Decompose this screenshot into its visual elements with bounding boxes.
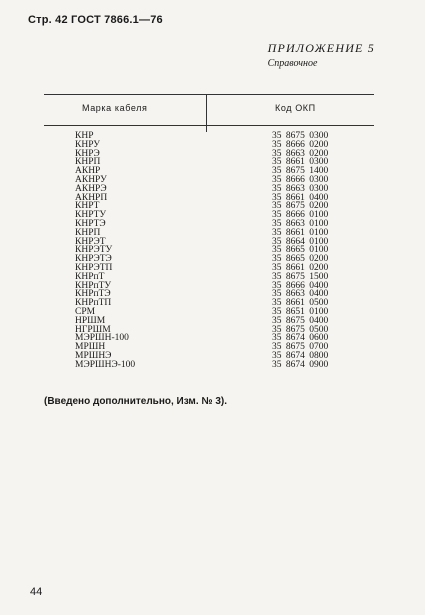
okp-code: 35 8675 0400 <box>272 315 329 326</box>
okp-code: 35 8675 1400 <box>272 166 329 177</box>
okp-code: 35 8661 0300 <box>272 157 329 168</box>
table-row <box>0 308 425 317</box>
cable-mark: КНРТЭ <box>75 218 106 229</box>
okp-code: 35 8663 0100 <box>272 218 329 229</box>
okp-code: 35 8674 0900 <box>272 359 329 370</box>
cable-mark: НГРШМ <box>75 324 111 335</box>
cable-mark: МЭРШНЭ-100 <box>75 359 136 370</box>
cable-mark: КНРП <box>75 157 101 168</box>
cable-mark: КНРпТП <box>75 298 112 309</box>
cable-mark: КНРпТЭ <box>75 289 111 300</box>
appendix-title: ПРИЛОЖЕНИЕ 5 <box>267 41 375 55</box>
okp-code: 35 8661 0200 <box>272 262 329 273</box>
table-row <box>0 176 425 185</box>
cable-mark: КНРУ <box>75 139 100 150</box>
table-row <box>0 229 425 238</box>
table-row <box>0 246 425 255</box>
table-row <box>0 167 425 176</box>
okp-code: 35 8661 0100 <box>272 227 329 238</box>
appendix-heading <box>268 41 375 69</box>
okp-code: 35 8675 1500 <box>272 271 329 282</box>
cable-mark: КНРпТ <box>75 271 105 282</box>
cable-mark: КНРТУ <box>75 210 107 221</box>
table-row <box>0 282 425 291</box>
okp-code: 35 8675 0700 <box>272 342 329 353</box>
table-row <box>0 326 425 335</box>
cable-mark: МРШН <box>75 342 106 353</box>
cable-mark: НРШМ <box>75 315 106 326</box>
table-row <box>0 264 425 273</box>
table-row <box>0 290 425 299</box>
okp-code: 35 8665 0100 <box>272 245 329 256</box>
table-row <box>0 150 425 159</box>
okp-code: 35 8666 0400 <box>272 280 329 291</box>
page-number: 44 <box>30 586 43 598</box>
okp-code: 35 8674 0800 <box>272 350 329 361</box>
table-row <box>0 132 425 141</box>
okp-code: 35 8663 0300 <box>272 183 329 194</box>
table-row <box>0 194 425 203</box>
table-row <box>0 211 425 220</box>
okp-code: 35 8666 0300 <box>272 174 329 185</box>
okp-code: 35 8675 0500 <box>272 324 329 335</box>
table-row <box>0 185 425 194</box>
cable-mark: КНРТ <box>75 201 100 212</box>
cable-mark: КНРЭТ <box>75 236 106 247</box>
cable-mark: КНРЭТЭ <box>75 254 112 265</box>
cable-mark: КНРЭ <box>75 148 100 159</box>
cable-mark: АКНРЭ <box>75 183 107 194</box>
table-row <box>0 238 425 247</box>
okp-code: 35 8675 0200 <box>272 201 329 212</box>
table-row <box>0 334 425 343</box>
cable-mark: КНРЭТП <box>75 262 113 273</box>
okp-code: 35 8674 0600 <box>272 333 329 344</box>
table-row <box>0 255 425 264</box>
okp-code: 35 8666 0100 <box>272 210 329 221</box>
okp-code: 35 8663 0200 <box>272 148 329 159</box>
okp-code: 35 8664 0100 <box>272 236 329 247</box>
column-header-code: Код ОКП <box>275 103 316 113</box>
cable-mark: КНРП <box>75 227 101 238</box>
amendment-note: (Введено дополнительно, Изм. № 3). <box>44 396 227 407</box>
cable-mark: АКНР <box>75 166 101 177</box>
cable-mark: МЭРШН-100 <box>75 333 129 344</box>
table-row <box>0 352 425 361</box>
table-body <box>0 132 425 370</box>
table-header-rule <box>44 125 374 126</box>
okp-code: 35 8663 0400 <box>272 289 329 300</box>
okp-code: 35 8666 0200 <box>272 139 329 150</box>
cable-mark: МРШНЭ <box>75 350 112 361</box>
cable-mark: КНРЭТУ <box>75 245 113 256</box>
column-header-mark: Марка кабеля <box>82 103 148 113</box>
okp-code: 35 8675 0300 <box>272 131 329 141</box>
table-row <box>0 202 425 211</box>
okp-code: 35 8661 0400 <box>272 192 329 203</box>
table-row <box>0 361 425 370</box>
table-row <box>0 220 425 229</box>
cable-mark: КНР <box>75 131 94 141</box>
table-row <box>0 343 425 352</box>
table-row <box>0 158 425 167</box>
okp-code: 35 8661 0500 <box>272 298 329 309</box>
okp-code: 35 8665 0200 <box>272 254 329 265</box>
cable-mark: АКНРП <box>75 192 108 203</box>
table-row <box>0 317 425 326</box>
table-row <box>0 299 425 308</box>
cable-mark: АКНРУ <box>75 174 107 185</box>
cable-mark: СРМ <box>75 306 96 317</box>
cable-mark: КНРпТУ <box>75 280 112 291</box>
appendix-subtitle: Справочное <box>267 58 318 69</box>
table-row <box>0 141 425 150</box>
page-header: Стр. 42 ГОСТ 7866.1—76 <box>28 14 163 26</box>
okp-code: 35 8651 0100 <box>272 306 329 317</box>
table-column-divider <box>206 94 207 132</box>
table-top-rule <box>44 94 374 95</box>
table-row <box>0 273 425 282</box>
